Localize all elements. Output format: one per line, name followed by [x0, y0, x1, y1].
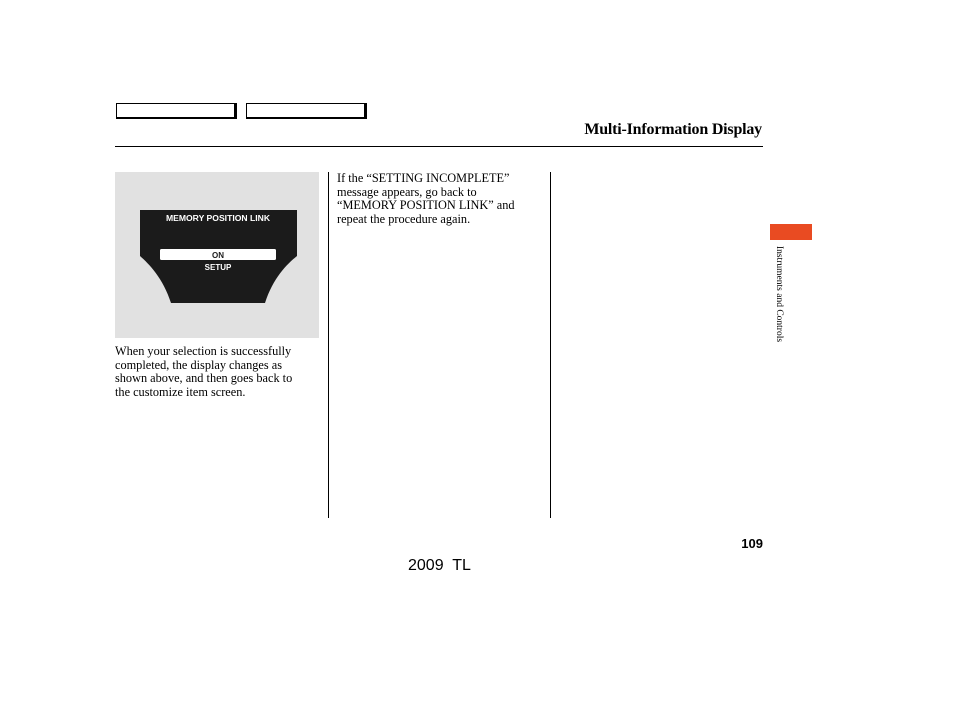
- page-title: Multi-Information Display: [584, 121, 762, 138]
- column-divider: [328, 172, 329, 518]
- section-tab-marker: [770, 224, 812, 240]
- lcd-option-on: ON: [212, 251, 224, 260]
- section-label: Instruments and Controls: [774, 246, 784, 343]
- lcd-heading: MEMORY POSITION LINK: [165, 213, 271, 223]
- page-number: 109: [741, 536, 763, 551]
- footer-model-label: 2009 TL: [408, 557, 471, 574]
- lcd-option-setup: SETUP: [204, 263, 232, 272]
- lcd-display-illustration: [115, 172, 319, 338]
- nav-button-contents[interactable]: [116, 103, 237, 119]
- display-figure: [115, 172, 319, 338]
- instruction-paragraph: If the “SETTING INCOMPLETE” message appears, go back to “MEMORY POSITION LINK” and repeat the procedure again.: [337, 171, 515, 226]
- column-divider: [550, 172, 551, 518]
- title-divider: [115, 146, 763, 147]
- figure-caption: When your selection is successfully completed, the display changes as shown above, and then goes back to the customize item screen.: [115, 344, 293, 399]
- nav-button-index[interactable]: [246, 103, 367, 119]
